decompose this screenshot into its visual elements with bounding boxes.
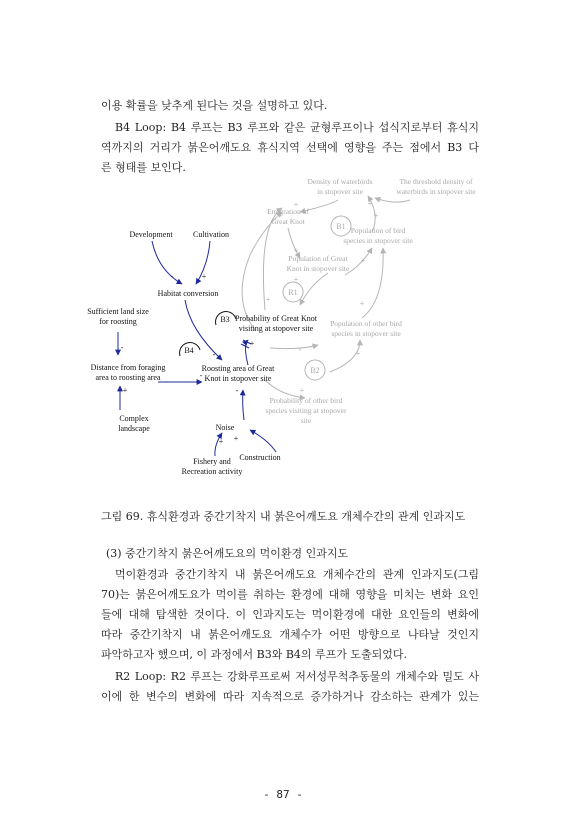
label-distance-2: area to roosting area <box>95 373 161 382</box>
section-line-4: 따라 중간기착지 내 붉은어깨도요 개체수가 어떤 방향으로 나타날 것인지 <box>101 628 479 641</box>
label-pop-gk-2: Knot in stopover site <box>286 264 350 273</box>
label-pop-gk-1: Population of Great <box>288 254 348 263</box>
label-complex-1: Complex <box>119 414 149 423</box>
label-emigration-2: Great Knot <box>271 217 305 226</box>
b4-line-1: B4 Loop: B4 루프는 B3 루프와 같은 균형루프이나 섭식지로부터 휴식지 <box>115 121 479 134</box>
label-prob-other-1: Probability of other bird <box>269 396 343 405</box>
label-prob-other-3: site <box>300 416 312 425</box>
figure-caption: 그림 69. 휴식환경과 중간기착지 내 붉은어깨도요 개체수간의 관계 인과지도 <box>101 510 466 523</box>
svg-text:-: - <box>170 272 174 281</box>
label-emigration-1: Emigration of <box>267 207 309 216</box>
label-fishery-2: Recreation activity <box>181 467 243 476</box>
label-roosting-1: Roosting area of Great <box>201 364 275 373</box>
causal-loop-diagram <box>80 172 500 482</box>
loop-b4: B4 <box>184 346 194 355</box>
loop-b1: B1 <box>336 222 346 231</box>
r2-line-1: R2 Loop: R2 루프는 강화루프로써 저서성무척추동물의 개체수와 밀도 사 <box>115 670 479 683</box>
svg-text:+: + <box>359 299 365 308</box>
node-labels <box>87 230 318 476</box>
label-habitat-conversion: Habitat conversion <box>157 289 219 298</box>
svg-text:+: + <box>201 272 207 281</box>
label-prob-other-2: species visiting at stopover <box>265 406 347 415</box>
label-threshold-2: waterbirds in stopover site <box>396 187 476 196</box>
label-prob-gk-1: Probability of Great Knot <box>235 314 317 323</box>
b4-line-3: 른 형태를 보인다. <box>101 161 186 174</box>
section-heading: (3) 중간기착지 붉은어깨도요의 먹이환경 인과지도 <box>106 547 349 560</box>
label-pop-bird-1: Population of bird <box>350 226 406 235</box>
label-fishery-1: Fishery and <box>193 457 231 466</box>
svg-text:+: + <box>218 437 224 446</box>
loop-labels <box>184 315 229 355</box>
label-noise: Noise <box>215 423 235 432</box>
svg-text:+: + <box>293 275 299 284</box>
label-threshold-1: The threshold density of <box>399 177 473 186</box>
label-distance-1: Distance from foraging <box>90 363 166 372</box>
r2-line-2: 이에 한 변수의 변화에 따라 지속적으로 증가하거나 감소하는 관계가 있는 <box>101 690 479 703</box>
faded-loop-labels <box>288 222 345 375</box>
label-pop-other-2: species in stopover site <box>331 329 401 338</box>
svg-text:-: - <box>235 386 239 395</box>
svg-text:+: + <box>367 199 373 208</box>
label-sufficient-land-1: Sufficient land size <box>87 307 149 316</box>
label-cultivation: Cultivation <box>193 230 229 239</box>
label-roosting-2: Knot in stopover site <box>204 374 272 383</box>
svg-text:-: - <box>212 350 216 359</box>
section-line-5: 파악하고자 했으며, 이 과정에서 B3와 B4의 루프가 도출되었다. <box>101 648 408 661</box>
label-pop-bird-2: species in stopover site <box>343 236 413 245</box>
section-line-3: 들에 대해 탐색한 것이다. 이 인과지도는 먹이환경에 대한 요인들의 변화에 <box>101 608 479 621</box>
label-construction: Construction <box>239 453 281 462</box>
label-pop-other-1: Population of other bird <box>330 319 402 328</box>
label-density-waterbirds-1: Density of waterbirds <box>307 177 373 186</box>
svg-text:+: + <box>299 386 305 395</box>
section-line-1: 먹이환경과 중간기착지 내 붉은어깨도요 개체수간의 관계 인과지도(그림 <box>115 568 479 581</box>
label-complex-2: landscape <box>118 424 150 433</box>
loop-b2: B2 <box>310 366 320 375</box>
label-development: Development <box>129 230 173 239</box>
svg-text:+: + <box>293 246 299 255</box>
svg-text:+: + <box>249 339 255 348</box>
svg-text:+: + <box>360 256 366 265</box>
page-number: - 87 - <box>263 788 303 801</box>
b4-line-2: 역까지의 거리가 붉은어깨도요 휴식지역 선택에 영향을 주는 점에서 B3 다 <box>101 141 479 154</box>
svg-text:-: - <box>120 343 124 352</box>
svg-text:-: - <box>298 345 302 354</box>
svg-text:+: + <box>373 211 379 220</box>
intro-line: 이용 확률을 낮추게 된다는 것을 설명하고 있다. <box>101 99 328 112</box>
label-density-waterbirds-2: in stopover site <box>317 187 363 196</box>
svg-text:+: + <box>265 295 271 304</box>
svg-text:+: + <box>293 200 299 209</box>
faded-loop-markers <box>283 216 351 380</box>
loop-b3: B3 <box>220 315 230 324</box>
label-prob-gk-2: visiting at stopover site <box>238 324 314 333</box>
label-sufficient-land-2: for roosting <box>99 317 137 326</box>
svg-text:+: + <box>355 349 361 358</box>
svg-text:+: + <box>122 386 128 395</box>
svg-text:-: - <box>199 371 203 380</box>
svg-text:+: + <box>233 434 239 443</box>
loop-r1: R1 <box>288 288 298 297</box>
section-line-2: 70)는 붉은어깨도요가 먹이를 취하는 환경에 대해 영향을 미치는 변화 요인 <box>101 588 479 601</box>
